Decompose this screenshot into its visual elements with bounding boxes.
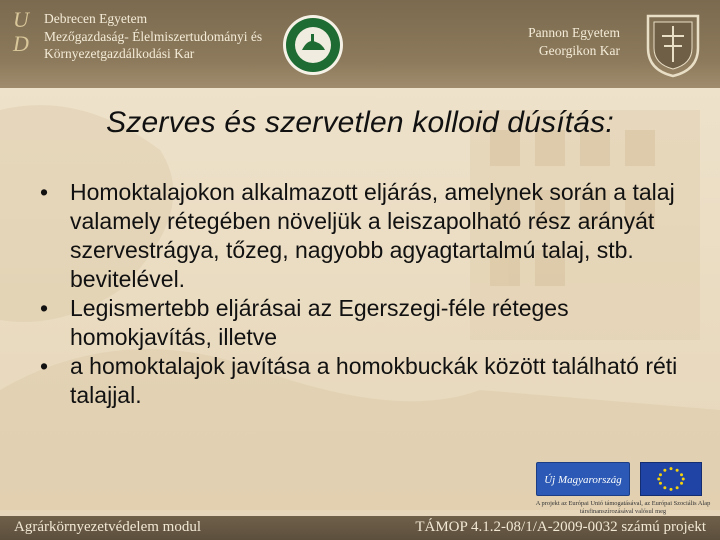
ud-monogram-logo: U D: [13, 7, 29, 56]
left-org-line-2: Mezőgazdaság- Élelmiszertudományi és: [44, 28, 263, 44]
funding-logos: [536, 462, 716, 498]
bullet-item: [40, 294, 700, 352]
right-org-line-2: Georgikon Kar: [538, 43, 620, 58]
bullet-text: Legismertebb eljárásai az Egerszegi-féle réteges homokjavítás, illetve: [70, 295, 569, 350]
right-institution: [470, 24, 620, 60]
eu-funding-note: A projekt az Európai Unió támogatásával, az Európai Szociális Alap társfinanszírozásával valósul meg: [535, 500, 711, 515]
footer-band: [0, 516, 720, 540]
bullet-text: a homoktalajok javítása a homokbuckák között található réti talajjal.: [70, 353, 678, 408]
bullet-dot-icon: •: [40, 353, 49, 379]
left-org-line-3: Környezetgazdálkodási Kar: [44, 46, 195, 61]
slide-title: Szerves és szervetlen kolloid dúsítás:: [106, 106, 614, 139]
footer-project-id: TÁMOP 4.1.2-08/1/A-2009-0032 számú projekt: [415, 519, 706, 535]
georgikon-crest-icon: [640, 10, 706, 80]
left-org-line-1: Debrecen Egyetem: [44, 11, 148, 26]
bullet-item: [40, 352, 700, 410]
bullet-dot-icon: •: [40, 179, 49, 205]
eu-flag-icon: [640, 462, 702, 496]
header-band: [0, 0, 720, 88]
left-institution: [44, 10, 294, 63]
bullet-dot-icon: •: [40, 295, 49, 321]
university-seal-icon: [282, 14, 344, 76]
bullet-list: [40, 178, 700, 410]
uj-magyarorszag-logo: Új Magyarország: [536, 462, 630, 496]
bullet-text: Homoktalajokon alkalmazott eljárás, amelynek során a talaj valamely rétegében növeljük a leiszapolható rész arányát szervestrágya, tőzeg, nagyobb agyagtartalmú talaj, stb. bevitelével.: [70, 179, 675, 292]
bullet-item: [40, 178, 700, 294]
right-org-line-1: Pannon Egyetem: [528, 25, 620, 40]
footer-module-name: Agrárkörnyezetvédelem modul: [14, 519, 202, 535]
